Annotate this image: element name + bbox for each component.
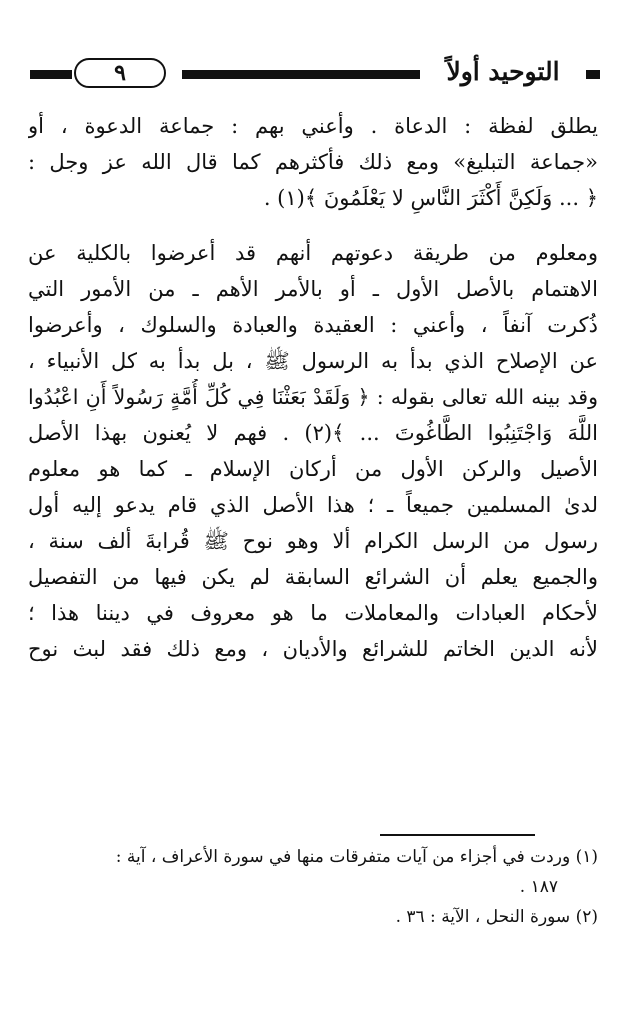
footnote-1-continued: ١٨٧ . xyxy=(519,877,558,897)
text-line: عن الإصلاح الذي بدأ به الرسول ﷺ ، بل بدأ به كل الأنبياء ، xyxy=(28,349,598,373)
text-line: لدىٰ المسلمين جميعاً ـ ؛ هذا الأصل الذي قام يدعو إليه أول xyxy=(28,493,598,517)
text-line: ذُكرت آنفاً ، وأعني : العقيدة والعبادة والسلوك ، وأعرضوا xyxy=(28,313,598,337)
text-line: لأحكام العبادات والمعاملات ما هو معروف في ديننا هذا ؛ xyxy=(28,601,598,625)
text-line: يطلق لفظة : الدعاة . وأعني بهم : جماعة الدعوة ، أو xyxy=(28,114,598,138)
footnotes xyxy=(28,842,598,932)
page-header xyxy=(30,50,600,94)
footnote-1: (١) وردت في أجزاء من آيات متفرقات منها في سورة الأعراف ، آية : xyxy=(115,847,598,867)
text-line: لأنه الدين الخاتم للشرائع والأديان ، ومع ذلك فقد لبث نوح xyxy=(28,637,598,661)
page-number: ٩ xyxy=(74,58,166,88)
text-line: «جماعة التبليغ» ومع ذلك فأكثرهم كما قال الله عز وجل : xyxy=(28,150,598,174)
text-line: ومعلوم من طريقة دعوتهم أنهم قد أعرضوا بالكلية عن xyxy=(28,241,598,265)
body-text xyxy=(28,108,598,667)
footnote-separator xyxy=(380,834,535,836)
text-line: الأصيل والركن الأول من أركان الإسلام ـ كما هو معلوم xyxy=(28,457,598,481)
footnote-2: (٢) سورة النحل ، الآية : ٣٦ . xyxy=(395,907,598,927)
text-line: اللَّهَ وَاجْتَنِبُوا الطَّاغُوتَ ... ﴾(٢) . فهم لا يُعنون بهذا الأصل xyxy=(28,421,598,445)
text-line: وقد بينه الله تعالى بقوله : ﴿ وَلَقَدْ بَعَثْنَا فِي كُلِّ أُمَّةٍ رَسُولاً أَنِ اعْبُدُوا xyxy=(28,385,598,409)
text-line: ﴿ ... وَلَكِنَّ أَكْثَرَ النَّاسِ لا يَعْلَمُونَ ﴾(١) . xyxy=(263,186,598,210)
header-rule-left xyxy=(30,70,72,79)
header-rule-middle xyxy=(182,70,420,79)
text-line: والجميع يعلم أن الشرائع السابقة لم يكن فيها من التفصيل xyxy=(28,565,598,589)
running-title: التوحيد أولاً xyxy=(446,57,560,86)
text-line: رسول من الرسل الكرام ألا وهو نوح ﷺ قُرابةَ ألف سنة ، xyxy=(28,529,598,553)
text-line: الاهتمام بالأصل الأول ـ أو بالأمر الأهم ـ من الأمور التي xyxy=(28,277,598,301)
header-rule-right xyxy=(586,70,600,79)
